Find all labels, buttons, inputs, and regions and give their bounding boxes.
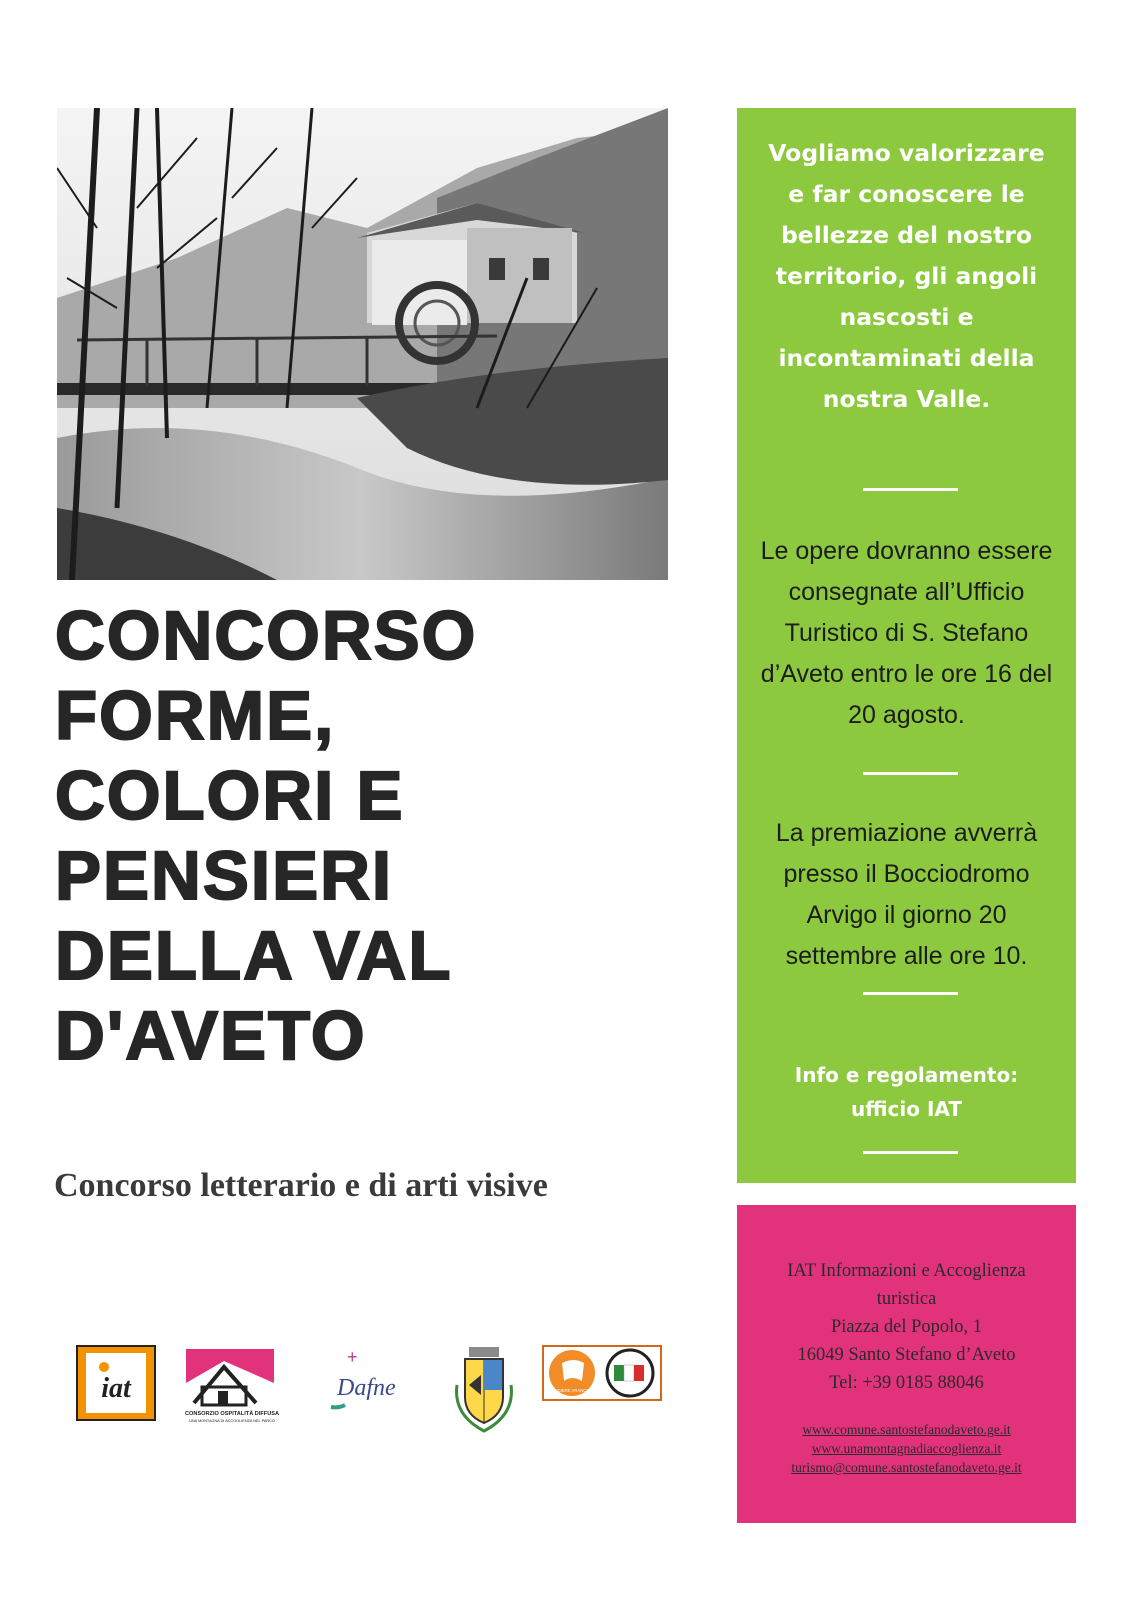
website-link[interactable]: www.unamontagnadiaccoglienza.it xyxy=(811,1441,1002,1456)
municipal-coat-of-arms xyxy=(451,1345,517,1435)
divider xyxy=(863,488,958,491)
divider xyxy=(863,1151,958,1154)
address-line: IAT Informazioni e Accoglienza xyxy=(787,1261,1026,1281)
svg-text:+: + xyxy=(347,1347,358,1367)
title-line: PENSIERI xyxy=(55,837,394,914)
bandiere-arancioni-logo xyxy=(542,1345,662,1401)
phone-line: Tel: +39 0185 88046 xyxy=(829,1373,984,1393)
info-text: Info e regolamento: ufficio IAT xyxy=(794,1063,1019,1121)
title-line: CONCORSO xyxy=(55,597,478,674)
info-panel xyxy=(737,108,1076,1183)
address-line: 16049 Santo Stefano d’Aveto xyxy=(797,1345,1016,1365)
contact-links xyxy=(747,1420,1066,1477)
website-link[interactable]: www.comune.santostefanodaveto.ge.it xyxy=(802,1422,1011,1437)
title-line: D'AVETO xyxy=(55,997,367,1074)
intro-text: Vogliamo valorizzare e far conoscere le bellezze del nostro territorio, gli angoli nascosti e incontaminati della nostra Valle. xyxy=(768,139,1045,413)
contest-title xyxy=(55,596,695,1076)
consorzio-logo xyxy=(184,1345,280,1425)
divider xyxy=(863,772,958,775)
award-text: La premiazione avverrà presso il Bocciodromo Arvigo il giorno 20 settembre alle ore 10. xyxy=(775,819,1038,970)
contact-panel xyxy=(737,1205,1076,1523)
title-line: DELLA VAL xyxy=(55,917,453,994)
title-line: COLORI E xyxy=(55,757,405,834)
svg-text:CONSORZIO OSPITALITÀ DIFFUSA: CONSORZIO OSPITALITÀ DIFFUSA xyxy=(184,1411,280,1417)
email-link[interactable]: turismo@comune.santostefanodaveto.ge.it xyxy=(791,1460,1022,1475)
svg-text:BANDIERE ARANCIONI: BANDIERE ARANCIONI xyxy=(549,1388,595,1393)
address-line: turistica xyxy=(876,1289,937,1309)
dafne-logo xyxy=(301,1345,421,1425)
sponsor-logos xyxy=(76,1345,676,1441)
delivery-text: Le opere dovranno essere consegnate all’Ufficio Turistico di S. Stefano d’Aveto entro le ore 16 del 20 agosto. xyxy=(760,537,1053,729)
contact-address xyxy=(747,1257,1066,1397)
title-line: FORME, xyxy=(55,677,336,754)
mill-photo xyxy=(57,108,668,580)
contest-subtitle: Concorso letterario e di arti visive xyxy=(54,1167,548,1204)
svg-text:Dafne: Dafne xyxy=(337,1375,396,1401)
address-line: Piazza del Popolo, 1 xyxy=(830,1317,983,1337)
iat-logo xyxy=(76,1345,156,1421)
svg-text:iat: iat xyxy=(101,1373,131,1404)
svg-text:UNA MONTAGNA DI ACCOGLIENZA NE: UNA MONTAGNA DI ACCOGLIENZA NEL PARCO xyxy=(189,1419,275,1423)
divider xyxy=(863,992,958,995)
